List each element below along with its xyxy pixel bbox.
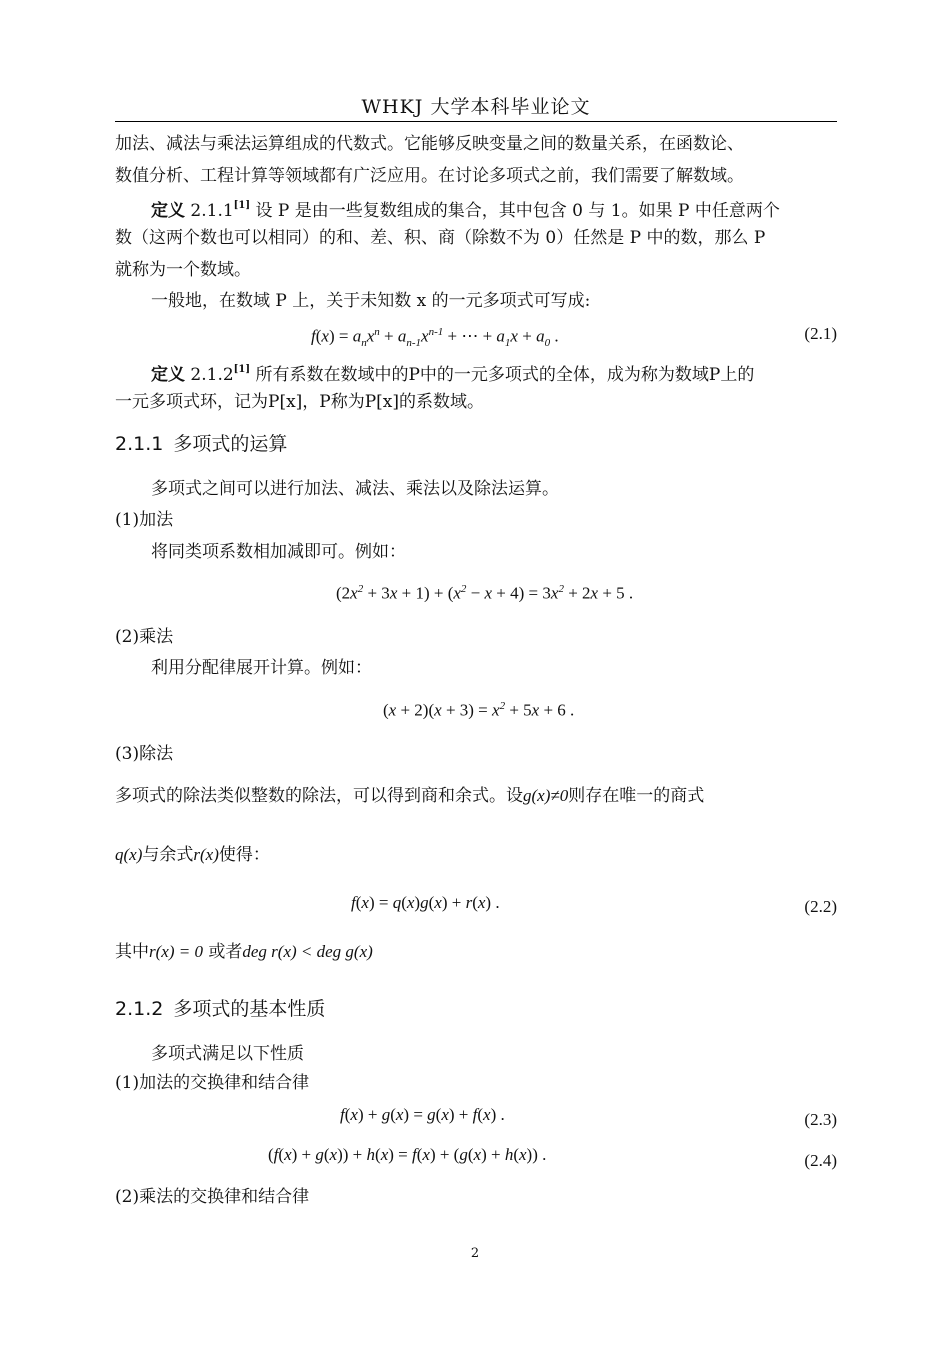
inline-math: r(x) = 0: [149, 942, 203, 961]
equation-2-1: $f(x) = a_nx^n + a_{n-1}x^{n-1}$ + ⋯ + $a_1x + a_0$ .: [311, 326, 559, 350]
addition-example-formula: $(2x^2 + 3x + 1) + (x^2 - x + 4) = 3x^2 + 2x + 5$ .: [336, 583, 634, 603]
equation-2-3: f(x) + g(x) = g(x) + f(x) .: [340, 1105, 505, 1124]
paragraph-line: 数（这两个数也可以相同）的和、差、积、商（除数不为 0）任然是 P 中的数，那么 P: [115, 228, 766, 248]
text-span: 则存在唯一的商式: [568, 786, 705, 806]
citation-ref: [1]: [233, 364, 251, 375]
list-label: (3)除法: [115, 744, 174, 764]
definition-text: 设 P 是由一些复数组成的集合，其中包含 0 与 1。如果 P 中任意两个: [250, 201, 780, 221]
text-span: 或者: [208, 942, 243, 962]
condition-line: [115, 940, 837, 964]
section-heading-2-1-1: [115, 431, 837, 457]
paragraph-line: 利用分配律展开计算。例如：: [151, 658, 372, 678]
paragraph-line: 将同类项系数相加减即可。例如：: [151, 542, 406, 562]
page-header-title: WHKJ 大学本科毕业论文: [361, 96, 591, 118]
paragraph-line: 多项式之间可以进行加法、减法、乘法以及除法运算。: [151, 479, 559, 499]
text-span: 使得：: [218, 845, 270, 865]
citation-ref: [1]: [233, 200, 251, 211]
definition-number: 2.1.2: [185, 365, 234, 385]
definition-number: 2.1.1: [185, 201, 234, 221]
paragraph-line: 加法、减法与乘法运算组成的代数式。它能够反映变量之间的数量关系，在函数论、: [115, 134, 744, 154]
section-title: 多项式的基本性质: [173, 998, 326, 1020]
equation-number: (2.3): [804, 1110, 837, 1129]
equation-number: (2.1): [804, 324, 837, 343]
list-label: (2)乘法: [115, 627, 174, 647]
section-heading-2-1-2: [115, 996, 837, 1022]
definition-label: 定义: [151, 201, 185, 221]
text-span: 与余式: [142, 845, 194, 865]
page-number: 2: [470, 1246, 480, 1261]
section-title: 多项式的运算: [173, 433, 288, 455]
list-label: (1)加法: [115, 510, 174, 530]
equation-2-4: (f(x) + g(x)) + h(x) = f(x) + (g(x) + h(x)) .: [268, 1145, 547, 1164]
definition-text: 所有系数在数域中的P中的一元多项式的全体，成为称为数域P上的: [250, 365, 755, 385]
list-label: (2)乘法的交换律和结合律: [115, 1187, 310, 1207]
inline-math: r(x): [193, 845, 219, 864]
inline-math: g(x)≠0: [523, 786, 569, 805]
definition-label: 定义: [151, 365, 185, 385]
equation-number: (2.2): [804, 897, 837, 916]
text-span: 其中: [115, 942, 149, 962]
paragraph-line: 一般地，在数域 P 上，关于未知数 x 的一元多项式可写成:: [151, 291, 591, 311]
division-text-line: [115, 784, 837, 808]
text-span: 多项式的除法类似整数的除法，可以得到商和余式。设: [115, 786, 523, 806]
definition-2-1-1-line: [115, 194, 873, 223]
paragraph-line: 就称为一个数域。: [115, 260, 251, 280]
section-number: 2.1.1: [115, 433, 164, 455]
paragraph-line: 数值分析、工程计算等领域都有广泛应用。在讨论多项式之前，我们需要了解数域。: [115, 166, 744, 186]
inline-math: deg r(x) < deg g(x): [242, 942, 373, 961]
inline-math: q(x): [115, 845, 143, 864]
multiplication-example-formula: $(x + 2)(x + 3) = x^2 + 5x + 6$ .: [383, 700, 575, 720]
division-text-line: [115, 843, 837, 867]
paragraph-line: 一元多项式环，记为P[x]，P称为P[x]的系数域。: [115, 392, 485, 412]
list-label: (1)加法的交换律和结合律: [115, 1073, 310, 1093]
paragraph-line: 多项式满足以下性质: [151, 1044, 304, 1064]
section-number: 2.1.2: [115, 998, 164, 1020]
header-divider: [115, 121, 837, 122]
definition-2-1-2-line: [115, 358, 873, 387]
equation-number: (2.4): [804, 1151, 837, 1170]
equation-2-2: f(x) = q(x)g(x) + r(x) .: [351, 893, 500, 912]
